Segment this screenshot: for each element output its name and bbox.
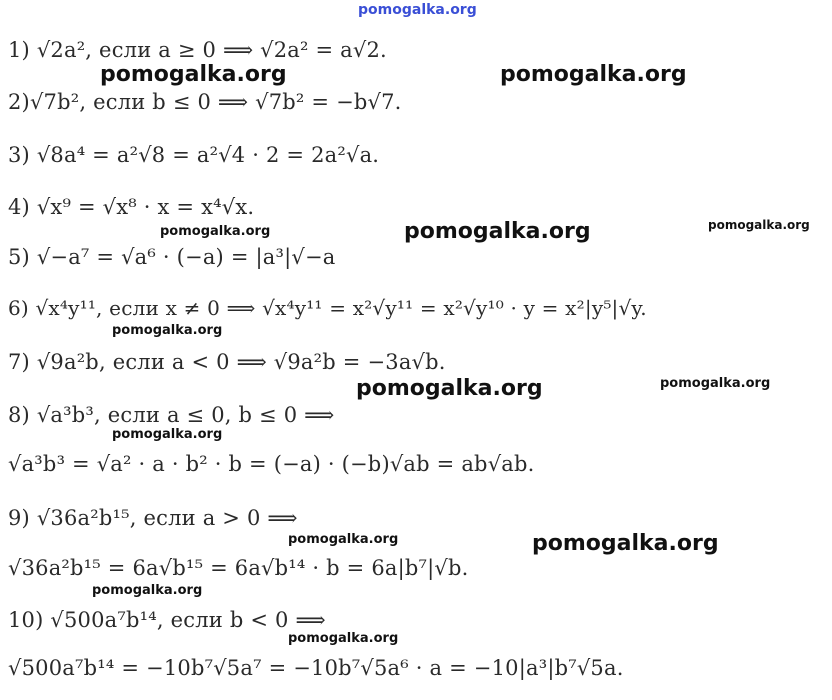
watermark: pomogalka.org (532, 531, 719, 556)
site-header-watermark: pomogalka.org (358, 2, 477, 18)
watermark: pomogalka.org (288, 532, 399, 547)
solution-line-5: 5) √−a⁷ = √a⁶ · (−a) = |a³|√−a (8, 245, 336, 269)
solution-line-2: 2)√7b², если b ≤ 0 ⟹ √7b² = −b√7. (8, 90, 402, 114)
solution-line-10b: √500a⁷b¹⁴ = −10b⁷√5a⁷ = −10b⁷√5a⁶ · a = −10|a³|b⁷√5a. (8, 656, 624, 680)
solution-line-9b: √36a²b¹⁵ = 6a√b¹⁵ = 6a√b¹⁴ · b = 6a|b⁷|√b. (8, 556, 469, 580)
watermark: pomogalka.org (660, 376, 771, 391)
watermark: pomogalka.org (708, 218, 810, 232)
watermark: pomogalka.org (100, 62, 287, 87)
solution-line-1: 1) √2a², если a ≥ 0 ⟹ √2a² = a√2. (8, 38, 387, 62)
solution-line-10: 10) √500a⁷b¹⁴, если b < 0 ⟹ (8, 608, 326, 632)
watermark: pomogalka.org (288, 631, 399, 646)
solution-line-8: 8) √a³b³, если a ≤ 0, b ≤ 0 ⟹ (8, 403, 335, 427)
solution-line-9: 9) √36a²b¹⁵, если a > 0 ⟹ (8, 506, 298, 530)
solution-line-4: 4) √x⁹ = √x⁸ · x = x⁴√x. (8, 195, 255, 219)
watermark: pomogalka.org (356, 376, 543, 401)
solution-line-3: 3) √8a⁴ = a²√8 = a²√4 · 2 = 2a²√a. (8, 143, 380, 167)
watermark: pomogalka.org (112, 427, 223, 442)
solution-line-8b: √a³b³ = √a² · a · b² · b = (−a) · (−b)√ab = ab√ab. (8, 452, 535, 476)
watermark: pomogalka.org (500, 62, 687, 87)
solution-line-6: 6) √x⁴y¹¹, если x ≠ 0 ⟹ √x⁴y¹¹ = x²√y¹¹ = x²√y¹⁰ · y = x²|y⁵|√y. (8, 296, 647, 320)
watermark: pomogalka.org (404, 219, 591, 244)
solution-line-7: 7) √9a²b, если a < 0 ⟹ √9a²b = −3a√b. (8, 350, 446, 374)
watermark: pomogalka.org (112, 323, 223, 338)
watermark: pomogalka.org (160, 224, 271, 239)
watermark: pomogalka.org (92, 583, 203, 598)
